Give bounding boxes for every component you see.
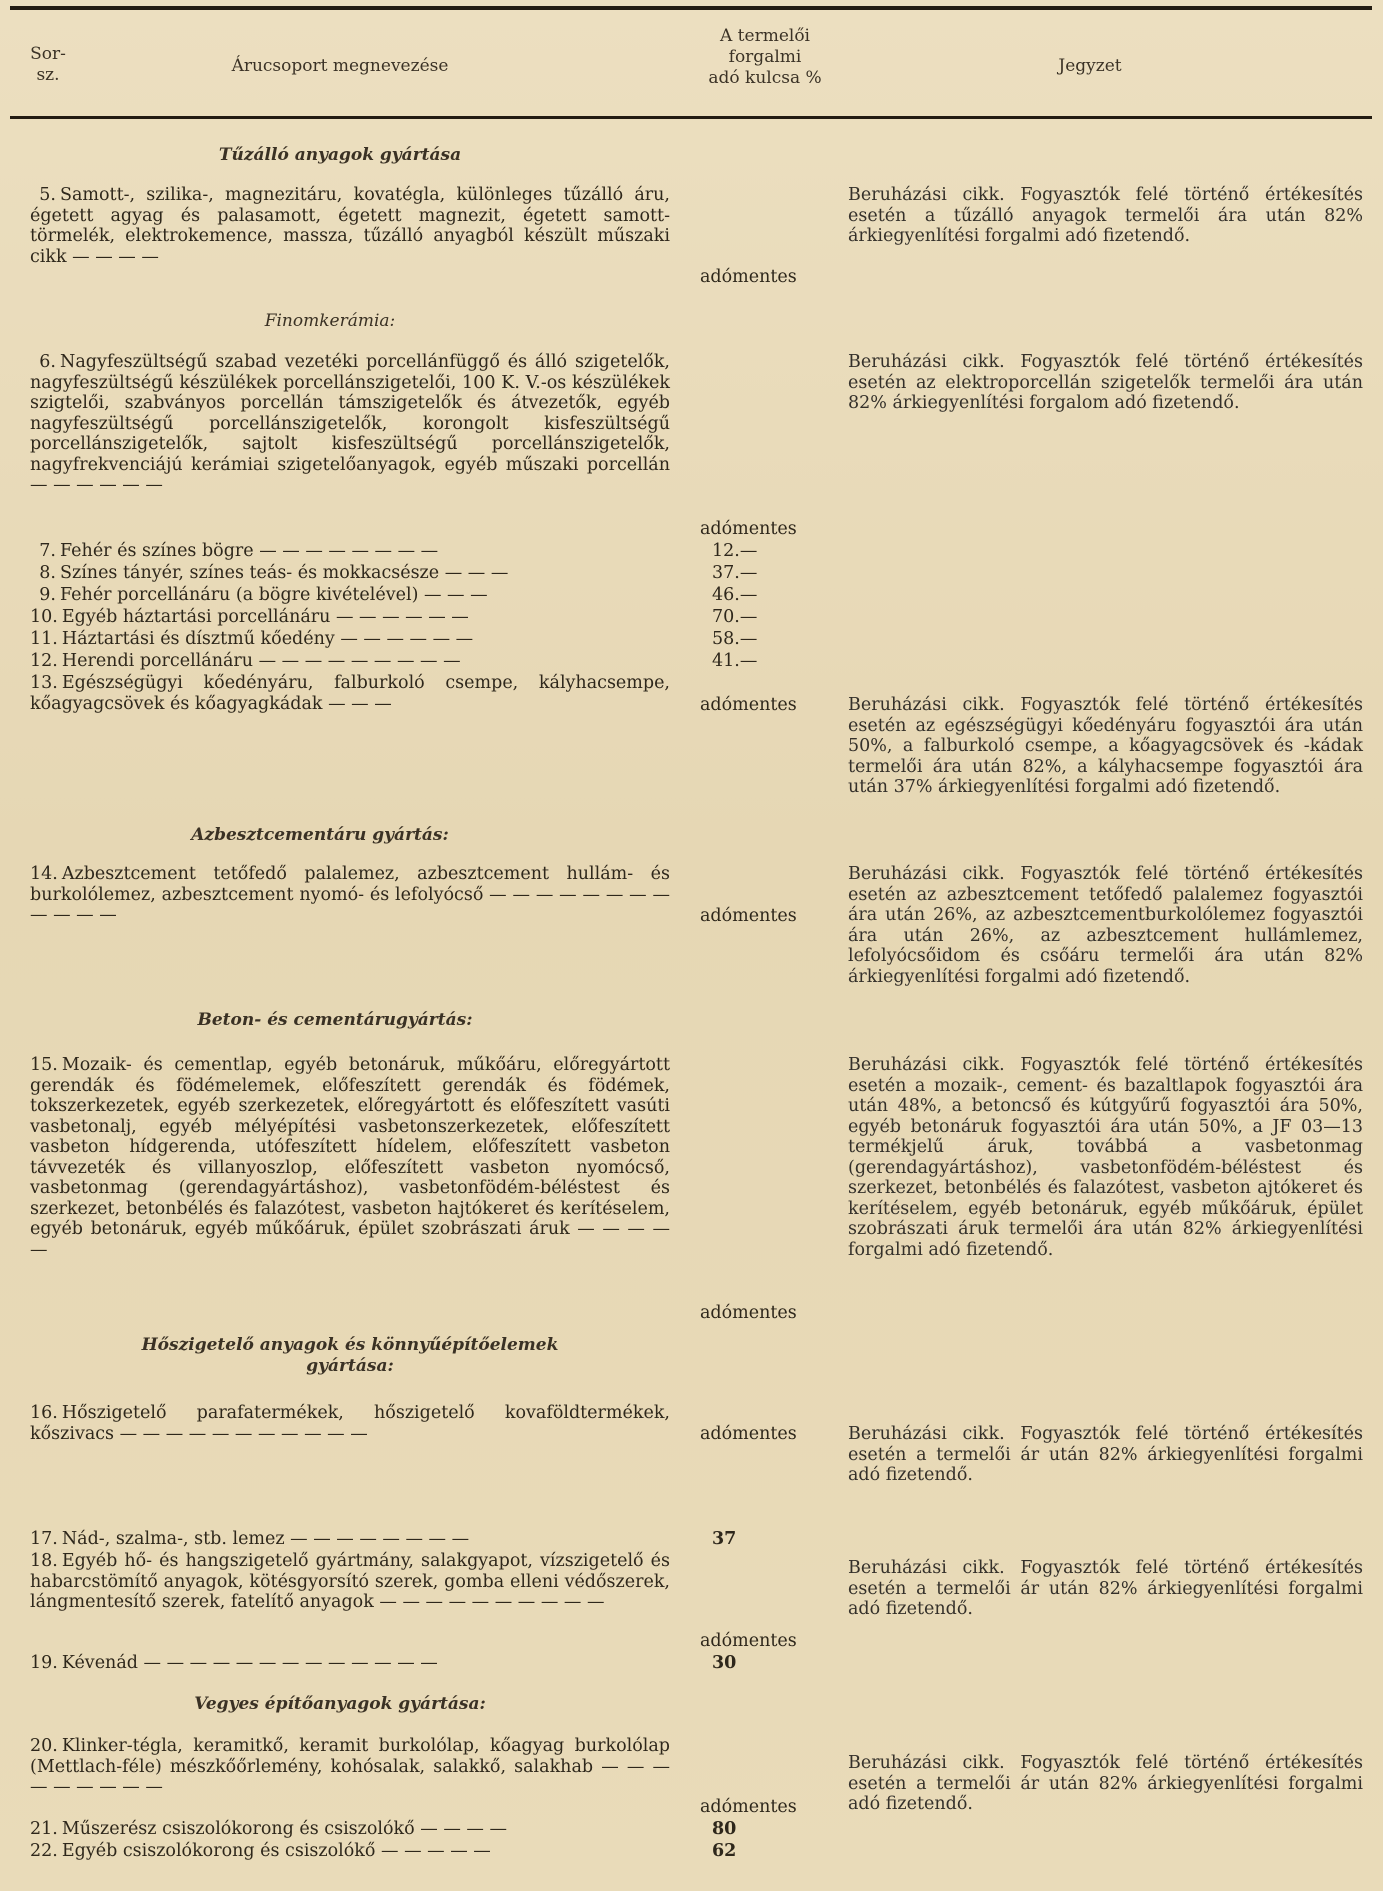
note-cell: Beruházási cikk. Fogyasztók felé történő értékesítés esetén a termelői ár után 82% árkiegyenlítési forgalmi adó fizetendő. <box>848 1753 1363 1814</box>
note-cell: Beruházási cikk. Fogyasztók felé történő értékesítés esetén az egészségügyi kőedényáru fogyasztói ára után 50%, a falburkoló csempe, a kőagyagcsövek és -kádak termelői ára után 82%, a kályhacsempe fogyasztói ára után 37% árkiegyenlítési forgalmi adó fizetendő. <box>848 695 1363 797</box>
table-row: 14. Azbesztcement tetőfedő palalemez, azbesztcement hullám- és burkolólemez, azbesztcement nyomó- és lefolyócső — — — — — — — — — — — — <box>30 864 670 925</box>
table-row: 16. Hőszigetelő parafatermékek, hőszigetelő kovaföldtermékek, kőszivacs — — — — — — — — — — — <box>30 1403 670 1444</box>
note-cell: Beruházási cikk. Fogyasztók felé történő értékesítés esetén az elektroporcellán szigetelők termelői ára után 82% árkiegyenlítési forgalom adó fizetendő. <box>848 352 1363 413</box>
rate-cell: adómentes <box>700 906 797 926</box>
table-row: 18. Egyéb hő- és hangszigetelő gyártmány, salakgyapot, vízszigetelő és habarcstömítő anyagok, kötésgyorsító szerek, gomba elleni védőszerek, lángmentesítő szerek, fatelítő anyagok — — — — — — — — — — <box>30 1551 670 1612</box>
table-row: 13. Egészségügyi kőedényáru, falburkoló csempe, kályhacsempe, kőagyagcsövek és kőagyagkádak — — — <box>30 673 670 714</box>
header-rule <box>10 116 1372 119</box>
rate-cell: 46.— <box>712 585 758 605</box>
table-row: 19. Kévenád — — — — — — — — — — — — — <box>30 1653 438 1673</box>
rate-cell: adómentes <box>700 1424 797 1444</box>
section-title: Beton- és cementárugyártás: <box>197 1010 473 1030</box>
rate-cell: 37.— <box>712 563 758 583</box>
note-cell: Beruházási cikk. Fogyasztók felé történő értékesítés esetén a termelői ár után 82% árkiegyenlítési forgalmi adó fizetendő. <box>848 1558 1363 1619</box>
header-col-no: Sor- sz. <box>30 44 66 85</box>
table-row: 12. Herendi porcellánáru — — — — — — — — — <box>30 651 461 671</box>
rate-cell: 37 <box>712 1529 737 1549</box>
rate-cell: adómentes <box>700 1631 797 1651</box>
section-title: Azbesztcementáru gyártás: <box>191 825 449 845</box>
rate-cell: 30 <box>712 1653 737 1673</box>
header-col-rate: A termelői forgalmi adó kulcsa % <box>708 26 822 88</box>
table-row: 17. Nád-, szalma-, stb. lemez — — — — — — — — <box>30 1529 470 1549</box>
table-row: 20. Klinker-tégla, keramitkő, keramit burkolólap, kőagyag burkolólap (Mettlach-féle) mészkőőrlemény, kohósalak, salakkő, salakhab — — — — — — — — — <box>30 1736 670 1797</box>
table-row: 5. Samott-, szilika-, magnezitáru, kovatégla, különleges tűzálló áru, égetett agyag és palasamott, égetett magnezit, égetett samott-törmelék, elektrokemence, massza, tűzálló anyagból készült műszaki cikk — — — — <box>30 185 670 267</box>
table-row: 6. Nagyfeszültségű szabad vezetéki porcellánfüggő és álló szigetelők, nagyfeszültségű készülékek porcellánszigetelői, 100 K. V.-os készülékek szigtelői, szabványos porcellán támszigetelők és átvezetők, egyéb nagyfeszültségű porcellánszigetelők, korongolt kisfeszültségű porcellánszigetelők, sajtolt kisfeszültségű porcellánszigetelők, nagyfrekvenciájú kerámiai szigetelőanyagok, egyéb műszaki porcellán — — — — — — <box>30 352 670 495</box>
rate-cell: adómentes <box>700 1797 797 1817</box>
table-row: 11. Háztartási és dísztmű kőedény — — — — — — <box>30 629 474 649</box>
table-row: 22. Egyéb csiszolókorong és csiszolókő — — — — — <box>30 1841 491 1861</box>
table-row: 10. Egyéb háztartási porcellánáru — — — — — — <box>30 607 469 627</box>
rate-cell: 12.— <box>712 541 758 561</box>
note-cell: Beruházási cikk. Fogyasztók felé történő értékesítés esetén a termelői ár után 82% árkiegyenlítési forgalmi adó fizetendő. <box>848 1424 1363 1485</box>
note-cell: Beruházási cikk. Fogyasztók felé történő értékesítés esetén a mozaik-, cement- és bazaltlapok fogyasztói ára után 48%, a betoncső és kútgyűrű fogyasztói ára 50%, egyéb betonáruk fogyasztói ára után 50%, a JF 03—13 termékjelű áruk, továbbá a vasbetonmag (gerendagyártáshoz), vasbetonfödém-béléstest és szerkezet, betonbélés és falazótest, vasbeton ajtókeret és kerítéselem, egyéb betonáruk, egyéb műkőáruk, épület szobrászati áruk termelői ára után 82% árkiegyenlítési forgalmi adó fizetendő. <box>848 1055 1363 1260</box>
rate-cell: 58.— <box>712 629 758 649</box>
note-cell: Beruházási cikk. Fogyasztók felé történő értékesítés esetén az azbesztcement tetőfedő palalemez fogyasztói ára után 26%, az azbesztcementburkolólemez fogyasztói ára után 26%, az azbesztcement hullámlemez, lefolyócsőidom és csőáru termelői ára után 82% árkiegyenlítési forgalmi adó fizetendő. <box>848 864 1363 987</box>
section-title: Tűzálló anyagok gyártása <box>218 145 462 165</box>
rate-cell: adómentes <box>700 267 797 287</box>
rate-cell: 41.— <box>712 651 758 671</box>
table-row: 7. Fehér és színes bögre — — — — — — — — <box>39 541 439 561</box>
rate-cell: adómentes <box>700 519 797 539</box>
header-col-note: Jegyzet <box>1058 56 1122 76</box>
rate-cell: 62 <box>712 1841 737 1861</box>
top-rule <box>10 6 1372 10</box>
table-row: 15. Mozaik- és cementlap, egyéb betonáruk, műkőáru, előregyártott gerendák és födémelemek, előfeszített gerendák és födémek, tokszerkezetek, egyéb szerkezetek, előregyártott és előfeszített vasúti vasbetonalj, egyéb mélyépítési vasbetonszerkezetek, előfeszített vasbeton hídgerenda, utófeszített hídelem, előfeszített vasbeton távvezeték és villanyoszlop, előfeszített vasbeton nyomócső, vasbetonmag (gerendagyártáshoz), vasbetonfödém-béléstest és szerkezet, betonbélés és falazótest, vasbeton hajtókeret és kerítéselem, egyéb betonáruk, egyéb műkőáruk, épület szobrászati áruk — — — — — <box>30 1055 670 1260</box>
rate-cell: adómentes <box>700 695 797 715</box>
note-cell: Beruházási cikk. Fogyasztók felé történő értékesítés esetén a tűzálló anyagok termelői ára után 82% árkiegyenlítési forgalmi adó fizetendő. <box>848 185 1363 246</box>
section-title: Vegyes építőanyagok gyártása: <box>194 1694 486 1714</box>
header-col-group: Árucsoport megnevezése <box>231 56 449 76</box>
table-row: 8. Színes tányér, színes teás- és mokkacsésze — — — <box>39 563 509 583</box>
section-title: Finomkerámia: <box>264 311 396 331</box>
rate-cell: 70.— <box>712 607 758 627</box>
rate-cell: 80 <box>712 1819 737 1839</box>
rate-cell: adómentes <box>700 1303 797 1323</box>
section-title: Hőszigetelő anyagok és könnyűépítőelemek gyártása: <box>141 1335 559 1376</box>
table-row: 9. Fehér porcellánáru (a bögre kivételével) — — — <box>39 585 488 605</box>
table-row: 21. Műszerész csiszolókorong és csiszolókő — — — — <box>30 1819 507 1839</box>
